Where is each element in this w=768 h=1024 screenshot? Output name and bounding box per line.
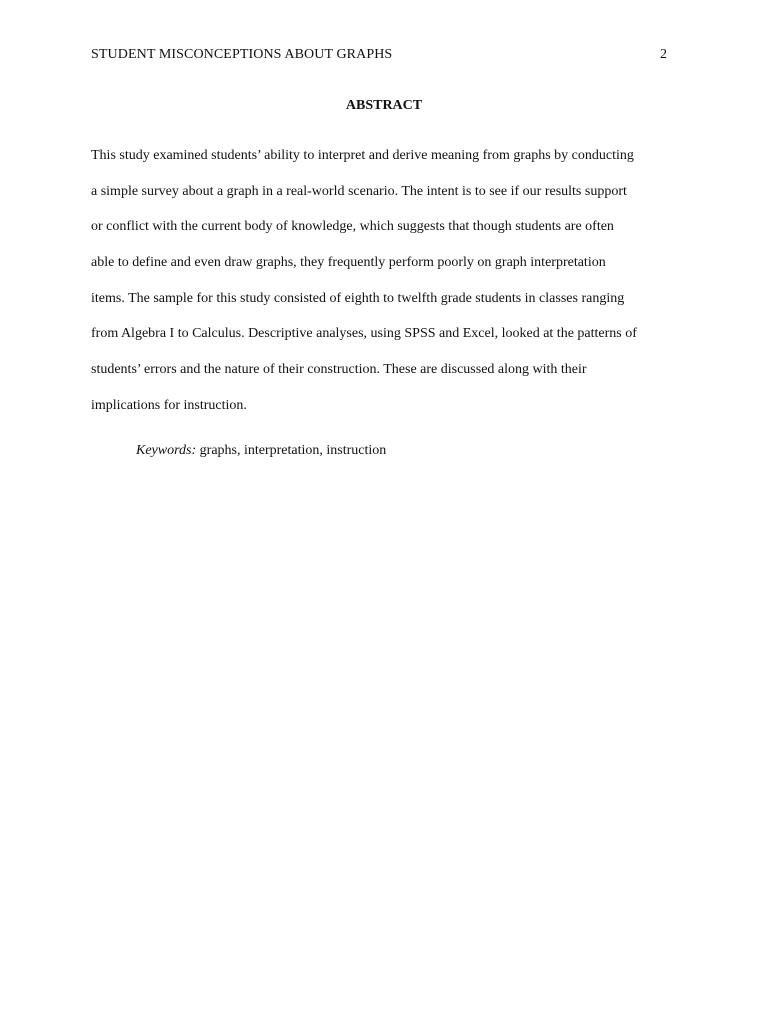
abstract-line: items. The sample for this study consisted of eighth to twelfth grade students in classes ranging: [91, 290, 625, 306]
keywords-label: Keywords:: [136, 443, 197, 458]
abstract-line: students’ errors and the nature of their construction. These are discussed along with their: [91, 362, 587, 378]
abstract-line: This study examined students’ ability to interpret and derive meaning from graphs by conducting: [91, 148, 634, 163]
page-number: 2: [660, 47, 667, 62]
abstract-line: able to define and even draw graphs, they frequently perform poorly on graph interpretation: [91, 255, 606, 271]
keywords-line: [136, 443, 386, 459]
running-head: STUDENT MISCONCEPTIONS ABOUT GRAPHS: [91, 47, 393, 62]
abstract-line: a simple survey about a graph in a real-world scenario. The intent is to see if our results support: [91, 183, 627, 199]
abstract-heading: ABSTRACT: [345, 98, 423, 113]
abstract-line: or conflict with the current body of knowledge, which suggests that though students are often: [91, 219, 614, 235]
abstract-line: implications for instruction.: [91, 397, 247, 413]
abstract-paragraph: [91, 144, 681, 430]
keywords-values: graphs, interpretation, instruction: [196, 443, 387, 458]
abstract-line: from Algebra I to Calculus. Descriptive analyses, using SPSS and Excel, looked at the patterns of: [91, 326, 637, 342]
